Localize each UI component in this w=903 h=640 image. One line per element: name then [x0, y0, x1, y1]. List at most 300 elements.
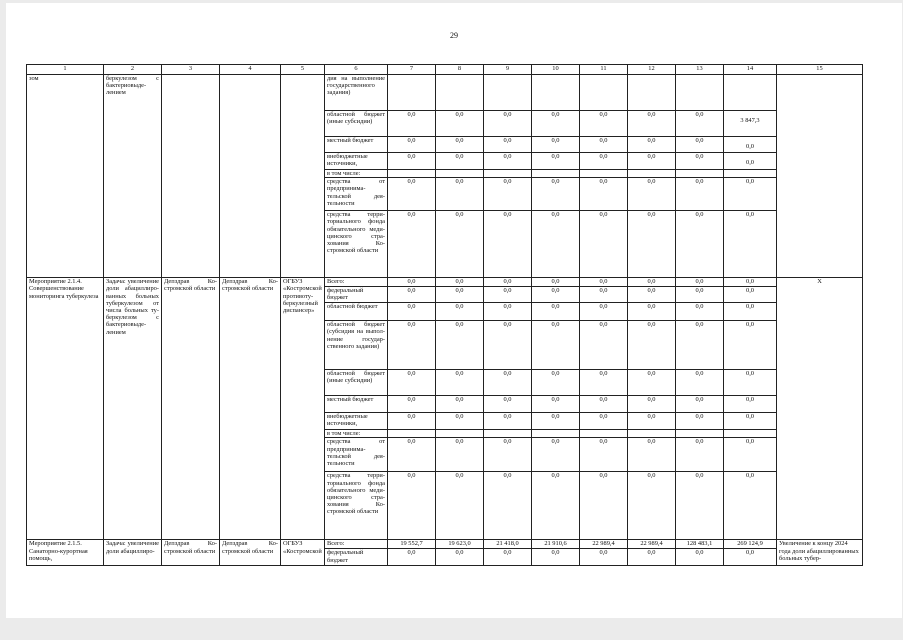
amount-cell	[724, 153, 777, 170]
amount-cell	[628, 278, 676, 287]
column-number: 9	[484, 65, 532, 75]
amount-cell	[676, 413, 724, 430]
amount-value: 0,0	[407, 278, 416, 286]
amount-value: 0,0	[695, 472, 704, 480]
amount-cell	[388, 75, 436, 111]
amount-value: 0,0	[599, 278, 608, 286]
amount-cell	[388, 438, 436, 472]
amount-cell	[724, 540, 777, 549]
amount-cell	[436, 413, 484, 430]
amount-cell	[484, 211, 532, 278]
amount-cell	[532, 153, 580, 170]
amount-value: 0,0	[551, 370, 560, 378]
amount-value: 0,0	[503, 413, 512, 421]
amount-cell	[628, 178, 676, 211]
amount-cell	[724, 278, 777, 287]
amount-value: 0,0	[599, 549, 608, 557]
amount-cell	[436, 211, 484, 278]
amount-cell	[580, 540, 628, 549]
amount-cell	[388, 472, 436, 540]
amount-value: 0,0	[551, 549, 560, 557]
amount-cell	[676, 370, 724, 396]
table-row	[27, 75, 863, 111]
column-number: 8	[436, 65, 484, 75]
amount-cell	[628, 438, 676, 472]
amount-cell	[628, 413, 676, 430]
executor-cell: Депздрав Костромской области	[220, 540, 281, 566]
amount-value: 0,0	[455, 413, 464, 421]
amount-cell	[388, 211, 436, 278]
amount-cell	[724, 137, 777, 153]
amount-cell	[724, 178, 777, 211]
amount-cell	[388, 137, 436, 153]
amount-value: 0,0	[695, 111, 704, 118]
amount-cell	[676, 549, 724, 566]
amount-cell	[388, 278, 436, 287]
executor-cell	[220, 75, 281, 278]
amount-value: 0,0	[746, 303, 754, 311]
amount-value: 0,0	[503, 111, 512, 118]
amount-value: 0,0	[647, 111, 656, 118]
amount-cell	[484, 472, 532, 540]
expected-result-cell	[777, 75, 863, 278]
amount-value: 0,0	[551, 178, 560, 186]
amount-value: 0,0	[647, 370, 656, 378]
amount-cell	[484, 170, 532, 178]
amount-value: 0,0	[551, 396, 560, 404]
amount-value: 0,0	[695, 178, 704, 186]
amount-cell	[628, 75, 676, 111]
amount-cell	[388, 540, 436, 549]
amount-value: 0,0	[599, 178, 608, 186]
amount-value: 0,0	[599, 153, 608, 160]
amount-cell	[532, 430, 580, 438]
amount-cell	[532, 438, 580, 472]
funding-source-cell: местный бюджет	[325, 137, 388, 153]
amount-value: 0,0	[503, 211, 512, 219]
amount-cell	[676, 111, 724, 137]
amount-value: 0,0	[551, 303, 560, 311]
amount-cell	[580, 170, 628, 178]
amount-cell	[532, 396, 580, 413]
amount-cell	[532, 287, 580, 303]
amount-cell	[532, 170, 580, 178]
amount-value: 0,0	[647, 413, 656, 421]
amount-value: 0,0	[551, 413, 560, 421]
amount-value: 0,0	[746, 178, 754, 186]
amount-cell	[676, 153, 724, 170]
amount-cell	[724, 396, 777, 413]
amount-value: 0,0	[503, 303, 512, 311]
amount-cell	[724, 438, 777, 472]
amount-value: 22 989,4	[592, 540, 615, 548]
amount-cell	[724, 370, 777, 396]
amount-cell	[532, 472, 580, 540]
page-number: 29	[450, 31, 458, 40]
amount-cell	[532, 321, 580, 370]
amount-cell	[532, 178, 580, 211]
amount-cell	[724, 472, 777, 540]
amount-value: 0,0	[407, 137, 416, 144]
measure-name-cell: зом	[27, 75, 104, 278]
amount-value: 0,0	[503, 178, 512, 186]
amount-cell	[580, 75, 628, 111]
amount-value: 0,0	[746, 438, 754, 446]
amount-value: 0,0	[455, 153, 464, 160]
amount-cell	[436, 137, 484, 153]
amount-cell	[436, 396, 484, 413]
amount-value: 0,0	[455, 396, 464, 404]
amount-cell	[388, 178, 436, 211]
budget-table	[26, 64, 863, 566]
amount-value: 0,0	[599, 111, 608, 118]
amount-cell	[580, 430, 628, 438]
amount-value: 0,0	[746, 143, 754, 150]
funding-source-cell: федеральный бюджет	[325, 549, 388, 566]
funding-source-cell: внебюджетные источники,	[325, 153, 388, 170]
amount-value: 0,0	[455, 278, 464, 286]
column-number: 15	[777, 65, 863, 75]
funding-source-cell: внебюджетные источники,	[325, 413, 388, 430]
amount-value: 0,0	[599, 472, 608, 480]
expected-result-cell: Увеличение к концу 2024 года доли абациллированных больных тубер-	[777, 540, 863, 566]
amount-cell	[388, 413, 436, 430]
amount-cell	[580, 278, 628, 287]
funding-source-cell: областной бюджет (иные субсидии)	[325, 370, 388, 396]
amount-value: 21 418,0	[496, 540, 519, 548]
amount-value: 0,0	[647, 396, 656, 404]
amount-value: 0,0	[551, 153, 560, 160]
amount-value: 0,0	[695, 438, 704, 446]
amount-value: 3 847,3	[740, 117, 760, 124]
column-number: 13	[676, 65, 724, 75]
column-number: 7	[388, 65, 436, 75]
amount-cell	[628, 111, 676, 137]
amount-cell	[628, 211, 676, 278]
amount-value: 0,0	[647, 321, 656, 329]
task-cell: беркулезом с бактериовыделением	[104, 75, 162, 278]
funding-source-cell: средства от предпринимательской деятельности	[325, 438, 388, 472]
amount-cell	[628, 153, 676, 170]
amount-cell	[388, 396, 436, 413]
amount-value: 0,0	[407, 178, 416, 186]
amount-cell	[676, 438, 724, 472]
amount-value: 19 552,7	[400, 540, 423, 548]
coordinator-cell: Депздрав Костромской области	[162, 278, 220, 540]
amount-cell	[628, 549, 676, 566]
amount-cell	[676, 170, 724, 178]
amount-cell	[532, 413, 580, 430]
column-number: 12	[628, 65, 676, 75]
measure-name-cell: Мероприятие 2.1.4. Совершенствование мониторинга туберкулеза	[27, 278, 104, 540]
participant-cell: ОГБУЗ «Костромской	[281, 540, 325, 566]
amount-value: 0,0	[455, 438, 464, 446]
amount-value: 0,0	[407, 370, 416, 378]
amount-value: 21 910,6	[544, 540, 567, 548]
amount-cell	[484, 303, 532, 321]
amount-value: 0,0	[599, 370, 608, 378]
amount-value: 0,0	[599, 211, 608, 219]
column-number: 3	[162, 65, 220, 75]
amount-value: 0,0	[599, 413, 608, 421]
amount-cell	[628, 137, 676, 153]
amount-cell	[676, 321, 724, 370]
amount-value: 0,0	[551, 438, 560, 446]
amount-cell	[724, 549, 777, 566]
amount-cell	[484, 396, 532, 413]
amount-cell	[580, 413, 628, 430]
funding-source-cell: Всего:	[325, 278, 388, 287]
amount-cell	[532, 75, 580, 111]
amount-cell	[724, 321, 777, 370]
amount-value: 0,0	[503, 472, 512, 480]
amount-cell	[580, 137, 628, 153]
amount-cell	[532, 111, 580, 137]
amount-cell	[676, 472, 724, 540]
amount-cell	[628, 540, 676, 549]
column-number: 10	[532, 65, 580, 75]
amount-value: 0,0	[647, 549, 656, 557]
amount-cell	[436, 472, 484, 540]
amount-value: 0,0	[503, 549, 512, 557]
amount-value: 0,0	[455, 137, 464, 144]
amount-cell	[676, 396, 724, 413]
amount-value: 0,0	[746, 321, 754, 329]
amount-value: 0,0	[455, 472, 464, 480]
amount-cell	[676, 430, 724, 438]
amount-cell	[388, 287, 436, 303]
amount-value: 0,0	[455, 178, 464, 186]
amount-cell	[484, 430, 532, 438]
amount-cell	[484, 438, 532, 472]
amount-value: 0,0	[647, 153, 656, 160]
amount-cell	[676, 287, 724, 303]
amount-cell	[484, 75, 532, 111]
expected-result-cell: X	[777, 278, 863, 540]
amount-cell	[484, 278, 532, 287]
amount-cell	[724, 430, 777, 438]
participant-cell: ОГБУЗ «Костромской противотуберкулезный диспансер»	[281, 278, 325, 540]
amount-value: 0,0	[695, 137, 704, 144]
funding-source-cell: областной бюджет (иные субсидии)	[325, 111, 388, 137]
amount-cell	[388, 170, 436, 178]
column-number: 11	[580, 65, 628, 75]
amount-cell	[580, 211, 628, 278]
amount-value: 0,0	[746, 287, 754, 295]
amount-cell	[484, 178, 532, 211]
amount-cell	[628, 430, 676, 438]
amount-cell	[388, 430, 436, 438]
amount-value: 0,0	[746, 396, 754, 404]
amount-cell	[484, 370, 532, 396]
amount-value: 128 483,1	[686, 540, 713, 548]
amount-cell	[580, 153, 628, 170]
amount-value: 0,0	[407, 111, 416, 118]
amount-cell	[484, 413, 532, 430]
column-number: 5	[281, 65, 325, 75]
amount-value: 0,0	[407, 396, 416, 404]
amount-cell	[532, 540, 580, 549]
amount-value: 0,0	[599, 396, 608, 404]
amount-cell	[436, 178, 484, 211]
amount-cell	[724, 170, 777, 178]
amount-value: 0,0	[503, 137, 512, 144]
amount-cell	[628, 396, 676, 413]
amount-cell	[580, 321, 628, 370]
amount-cell	[484, 540, 532, 549]
amount-value: 0,0	[551, 111, 560, 118]
amount-value: 0,0	[746, 211, 754, 219]
amount-value: 0,0	[599, 321, 608, 329]
amount-value: 0,0	[695, 278, 704, 286]
coordinator-cell: Депздрав Костромской области	[162, 540, 220, 566]
amount-value: 0,0	[503, 153, 512, 160]
amount-cell	[676, 178, 724, 211]
amount-cell	[628, 303, 676, 321]
funding-source-cell: Всего:	[325, 540, 388, 549]
participant-cell	[281, 75, 325, 278]
executor-cell: Депздрав Костромской области	[220, 278, 281, 540]
amount-value: 269 124,9	[737, 540, 763, 548]
amount-value: 0,0	[407, 287, 416, 295]
column-number: 6	[325, 65, 388, 75]
amount-cell	[676, 211, 724, 278]
amount-value: 0,0	[551, 472, 560, 480]
amount-cell	[580, 111, 628, 137]
amount-cell	[724, 287, 777, 303]
amount-cell	[436, 430, 484, 438]
amount-value: 0,0	[407, 472, 416, 480]
amount-cell	[532, 211, 580, 278]
amount-cell	[484, 153, 532, 170]
amount-cell	[436, 303, 484, 321]
amount-cell	[676, 303, 724, 321]
amount-value: 0,0	[695, 211, 704, 219]
amount-cell	[484, 137, 532, 153]
amount-value: 0,0	[407, 438, 416, 446]
amount-value: 0,0	[407, 303, 416, 311]
amount-value: 0,0	[695, 396, 704, 404]
amount-cell	[436, 370, 484, 396]
amount-value: 0,0	[455, 321, 464, 329]
amount-value: 19 623,0	[448, 540, 471, 548]
funding-source-cell: дия на выполнение государственного задания)	[325, 75, 388, 111]
amount-value: 0,0	[647, 287, 656, 295]
funding-source-cell: средства территориального фонда обязательного медицинского страхования Костромской области	[325, 211, 388, 278]
amount-cell	[532, 303, 580, 321]
amount-value: 0,0	[551, 321, 560, 329]
amount-cell	[532, 370, 580, 396]
amount-cell	[580, 472, 628, 540]
column-number: 1	[27, 65, 104, 75]
amount-value: 0,0	[455, 549, 464, 557]
amount-value: 0,0	[746, 159, 754, 166]
amount-cell	[580, 438, 628, 472]
amount-value: 0,0	[695, 321, 704, 329]
amount-cell	[532, 549, 580, 566]
amount-value: 0,0	[647, 211, 656, 219]
amount-cell	[436, 111, 484, 137]
amount-cell	[532, 137, 580, 153]
amount-value: 0,0	[647, 472, 656, 480]
amount-value: 0,0	[647, 303, 656, 311]
funding-source-cell: в том числе:	[325, 430, 388, 438]
amount-cell	[484, 549, 532, 566]
amount-cell	[388, 153, 436, 170]
amount-value: 0,0	[503, 321, 512, 329]
amount-value: 0,0	[746, 472, 754, 480]
amount-value: 0,0	[503, 278, 512, 286]
amount-value: 0,0	[551, 278, 560, 286]
amount-cell	[580, 178, 628, 211]
amount-cell	[436, 75, 484, 111]
amount-cell	[724, 303, 777, 321]
amount-value: 22 989,4	[640, 540, 663, 548]
amount-cell	[484, 111, 532, 137]
amount-cell	[580, 396, 628, 413]
amount-cell	[676, 540, 724, 549]
amount-value: 0,0	[503, 438, 512, 446]
amount-value: 0,0	[455, 370, 464, 378]
amount-cell	[388, 321, 436, 370]
amount-value: 0,0	[695, 287, 704, 295]
amount-value: 0,0	[407, 153, 416, 160]
funding-source-cell: средства от предпринимательской деятельности	[325, 178, 388, 211]
amount-value: 0,0	[599, 303, 608, 311]
funding-source-cell: федеральный бюджет	[325, 287, 388, 303]
amount-cell	[724, 413, 777, 430]
funding-source-cell: областной бюджет	[325, 303, 388, 321]
amount-value: 0,0	[695, 370, 704, 378]
column-number: 14	[724, 65, 777, 75]
amount-cell	[436, 438, 484, 472]
amount-cell	[580, 287, 628, 303]
amount-value: 0,0	[647, 278, 656, 286]
amount-cell	[436, 549, 484, 566]
amount-value: 0,0	[647, 178, 656, 186]
amount-value: 0,0	[407, 549, 416, 557]
amount-cell	[436, 321, 484, 370]
column-number: 2	[104, 65, 162, 75]
amount-value: 0,0	[746, 278, 754, 286]
task-cell: Задача: увеличение доли абациллированных больных туберкулезом от числа больных туберкулезом с бактериовыделением	[104, 278, 162, 540]
amount-value: 0,0	[455, 303, 464, 311]
amount-value: 0,0	[455, 287, 464, 295]
document-page	[6, 3, 902, 618]
amount-value: 0,0	[551, 137, 560, 144]
amount-cell	[580, 303, 628, 321]
amount-cell	[724, 211, 777, 278]
funding-source-cell: средства территориального фонда обязательного медицинского страхования Костромской области	[325, 472, 388, 540]
column-number: 4	[220, 65, 281, 75]
coordinator-cell	[162, 75, 220, 278]
amount-value: 0,0	[407, 321, 416, 329]
amount-value: 0,0	[407, 211, 416, 219]
amount-value: 0,0	[695, 413, 704, 421]
amount-cell	[484, 321, 532, 370]
amount-cell	[724, 75, 777, 111]
amount-cell	[676, 278, 724, 287]
table-row	[27, 540, 863, 549]
amount-cell	[436, 287, 484, 303]
amount-cell	[436, 170, 484, 178]
amount-cell	[628, 170, 676, 178]
amount-cell	[388, 303, 436, 321]
funding-source-cell: местный бюджет	[325, 396, 388, 413]
amount-value: 0,0	[647, 137, 656, 144]
amount-cell	[436, 278, 484, 287]
amount-value: 0,0	[503, 370, 512, 378]
